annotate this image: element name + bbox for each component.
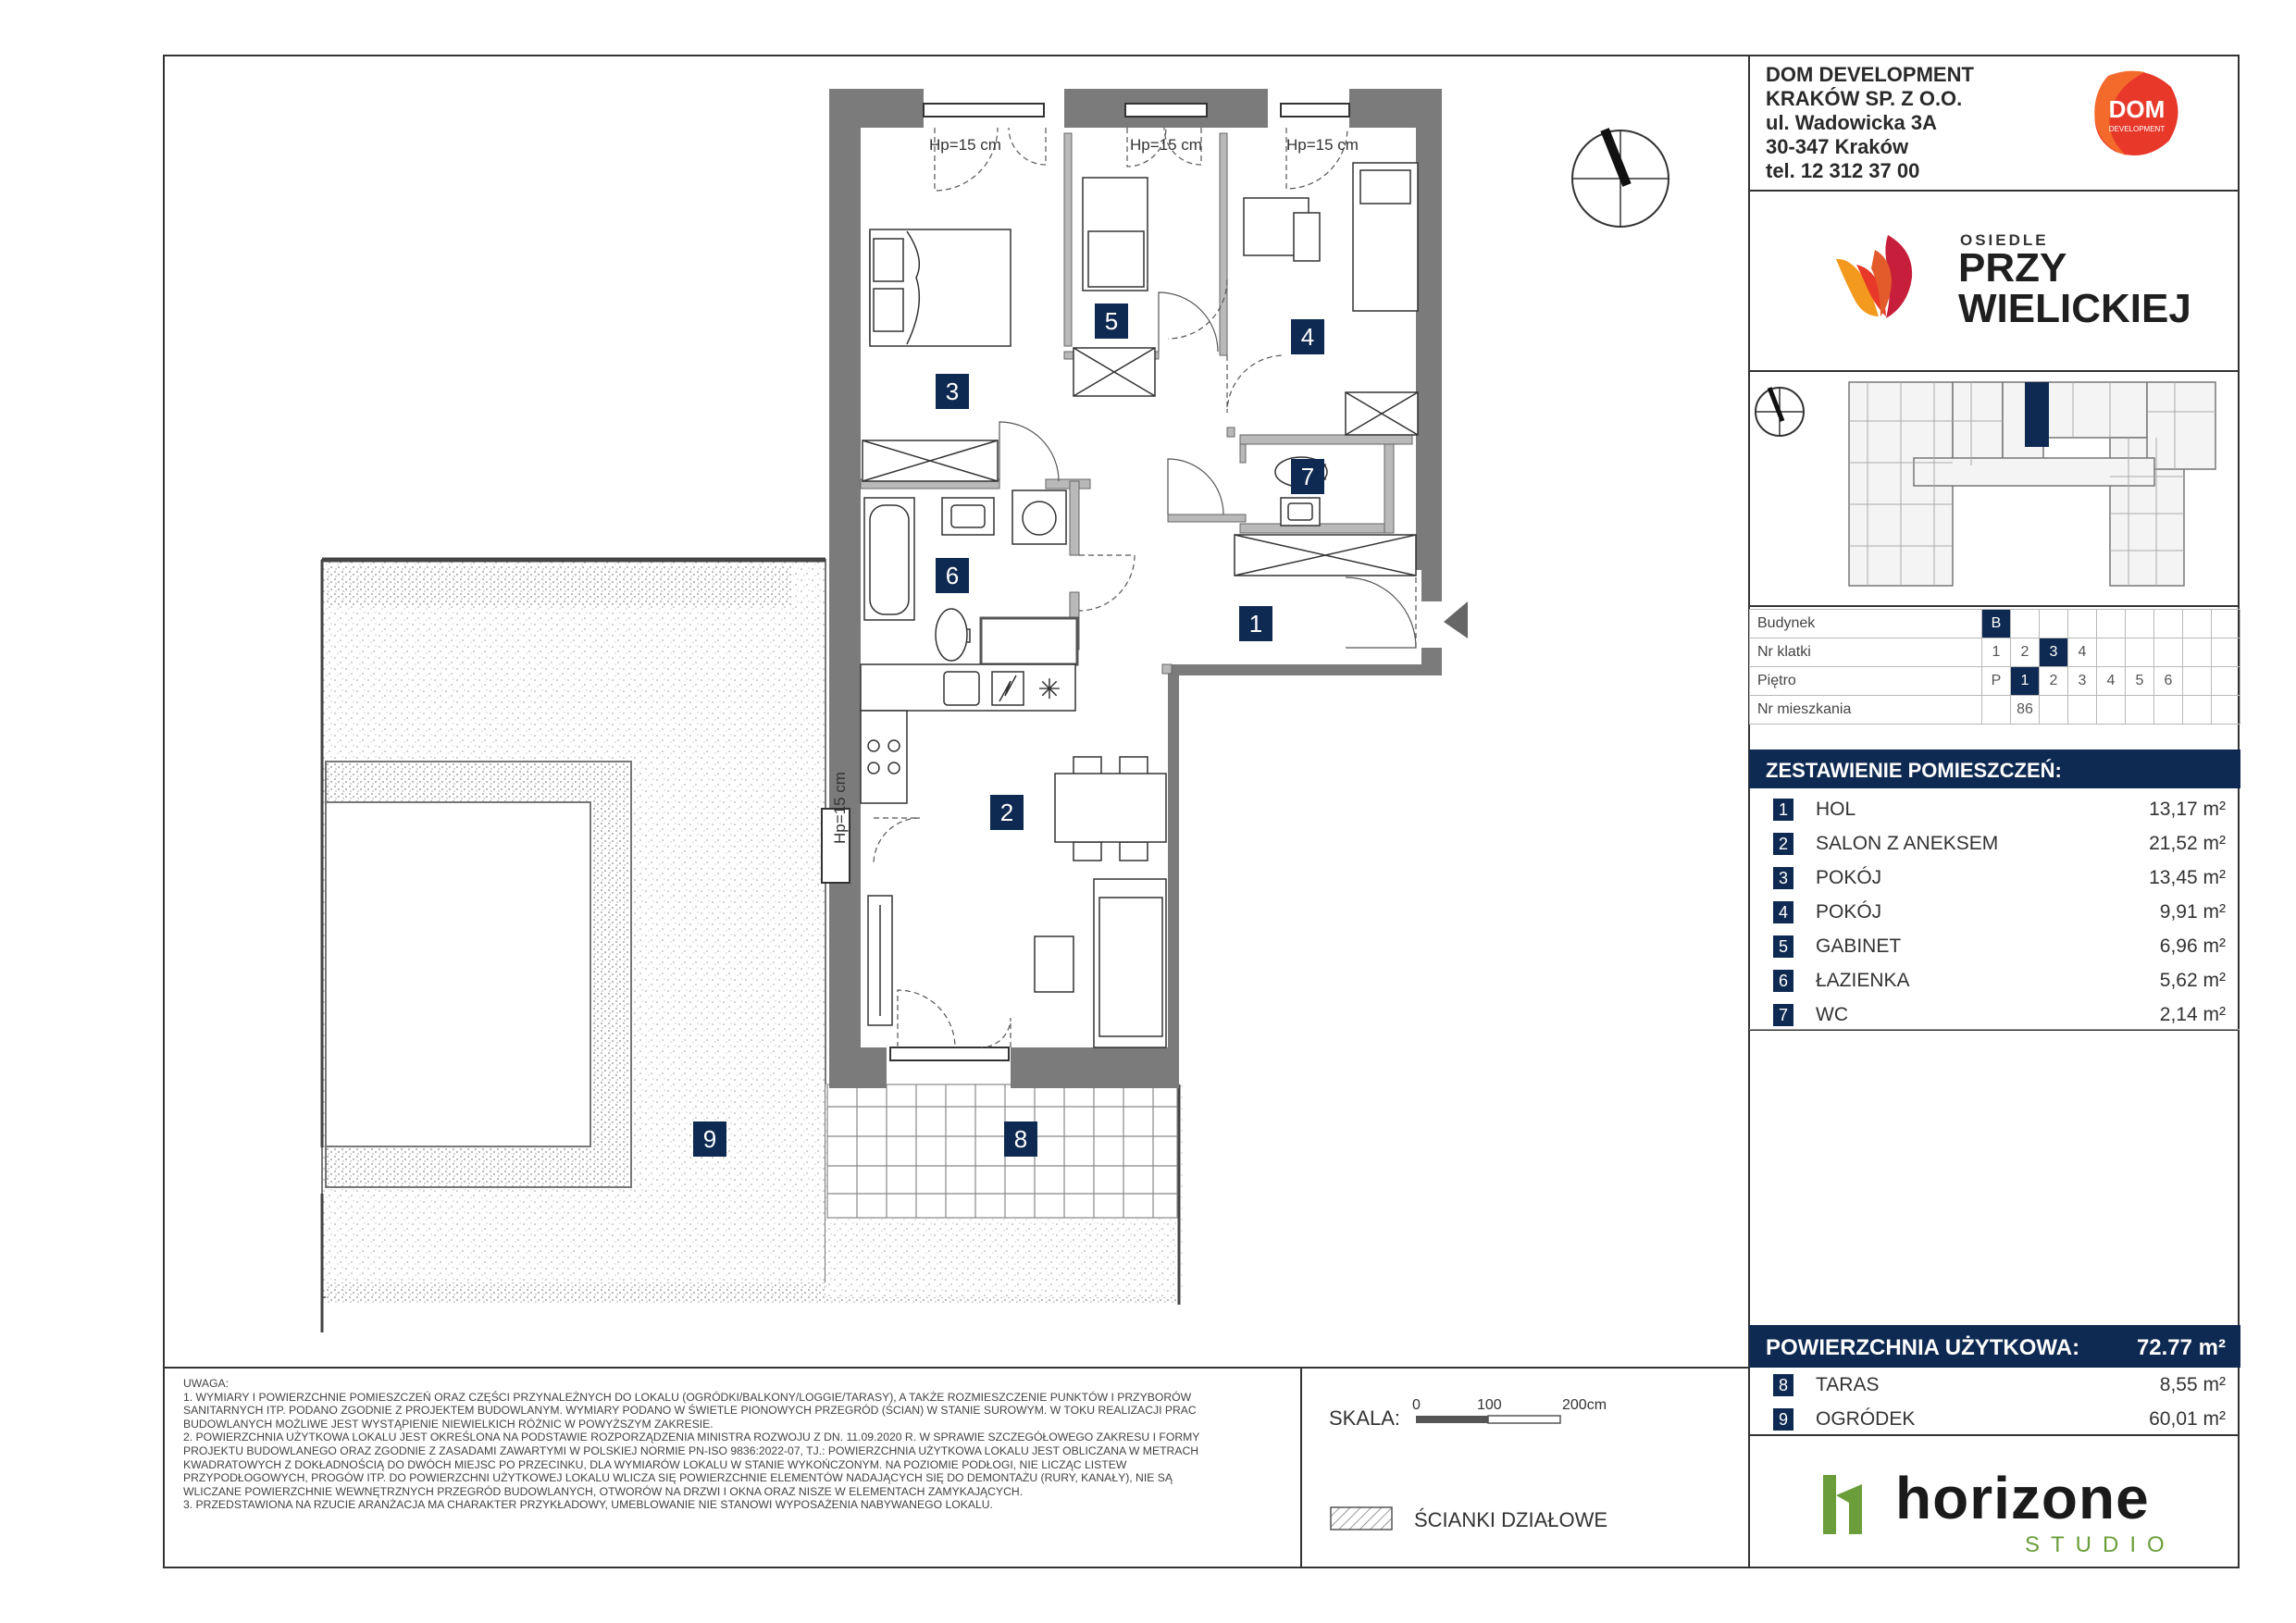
room-area: 21,52 m² — [2149, 833, 2226, 854]
company-address — [1766, 63, 1974, 183]
info-grid-cell: 4 — [2097, 667, 2126, 696]
room-name: SALON Z ANEKSEM — [1816, 833, 1999, 854]
scale-tick-100: 100 — [1477, 1397, 1502, 1413]
info-grid-cell — [2154, 610, 2183, 638]
info-grid-cell — [2212, 696, 2240, 725]
unit-info-grid — [1749, 609, 2240, 725]
info-grid-cell: 1 — [1982, 638, 2011, 667]
room-row — [1749, 929, 2240, 963]
note-line: 1. WYMIARY I POWIERZCHNIE POMIESZCZEŃ ORAZ CZĘŚCI PRZYNALEŻNYCH DO LOKALU (OGRÓDKI/BALKONY/LOGGIE/TARASY), A TAKŻE ROZMIESZCZENIE PUNKTÓW I PRZYBORÓW — [183, 1390, 1192, 1404]
room-label-2: 2 — [990, 795, 1024, 830]
studio-sub: STUDIO — [2025, 1532, 2176, 1557]
info-grid-row — [1750, 696, 2240, 725]
divider — [1300, 1367, 1302, 1568]
info-grid-cell — [1982, 696, 2011, 725]
summary-header: ZESTAWIENIE POMIESZCZEŃ: — [1749, 750, 2240, 788]
svg-text:✳: ✳ — [1037, 675, 1061, 705]
room-number: 9 — [1773, 1408, 1793, 1431]
info-grid-cell: 2 — [2040, 667, 2068, 696]
info-grid-label: Piętro — [1750, 667, 1982, 696]
room-number: 2 — [1773, 833, 1793, 855]
scale-tick-0: 0 — [1412, 1397, 1421, 1413]
svg-text:DEVELOPMENT: DEVELOPMENT — [2108, 125, 2166, 133]
usable-area-value: 72.77 m² — [2136, 1335, 2226, 1360]
room-name: HOL — [1816, 799, 1856, 820]
room-name: GABINET — [1816, 935, 1902, 957]
room-number: 6 — [1773, 970, 1793, 992]
note-line: WLICZANE POWIERZCHNIE WEWNĘTRZNYCH PRZEGRÓD BUDOWLANYCH, OTWORÓW NA DRZWI I OKNA ORAZ NISZE W ELEMENTACH ZAMYKAJĄCYCH. — [183, 1484, 1024, 1498]
info-grid-label: Budynek — [1750, 610, 1982, 638]
info-grid-row — [1750, 610, 2240, 638]
room-area: 2,14 m² — [2159, 1004, 2226, 1025]
info-grid-cell: 86 — [2011, 696, 2040, 725]
room-number: 1 — [1773, 799, 1793, 821]
info-grid-cell: P — [1982, 667, 2011, 696]
room-number: 8 — [1773, 1374, 1793, 1396]
studio-name: horizone — [1895, 1465, 2150, 1531]
room-name: TARAS — [1816, 1374, 1880, 1395]
info-grid-cell — [2040, 696, 2068, 725]
svg-text:DOM: DOM — [2108, 95, 2166, 123]
info-grid-cell: B — [1982, 610, 2011, 638]
note-line: BUDOWLANYCH MOŻLIWE JEST WYSTĄPIENIE NIEWIELKICH RÓŻNIC W POWYŻSZYM ZAKRESIE. — [183, 1417, 714, 1431]
room-row — [1749, 861, 2240, 895]
room-name: WC — [1816, 1004, 1848, 1025]
info-grid-cell — [2154, 696, 2183, 725]
info-grid-cell: 3 — [2068, 667, 2097, 696]
info-grid-cell — [2183, 696, 2212, 725]
room-area: 9,91 m² — [2159, 901, 2226, 923]
room-name: POKÓJ — [1816, 901, 1882, 923]
info-grid-cell — [2068, 610, 2097, 638]
room-number: 4 — [1773, 901, 1793, 923]
info-grid-row — [1750, 638, 2240, 667]
room-area: 60,01 m² — [2149, 1408, 2226, 1430]
room-row — [1749, 963, 2240, 997]
info-grid-cell — [2126, 638, 2154, 667]
room-label-5: 5 — [1095, 304, 1128, 339]
info-grid-cell: 3 — [2040, 638, 2068, 667]
room-area: 13,45 m² — [2149, 867, 2226, 888]
room-row — [1749, 826, 2240, 861]
room-name: POKÓJ — [1816, 867, 1882, 888]
company-name: DOM DEVELOPMENT — [1766, 63, 1974, 86]
floor-plan — [315, 83, 1481, 1342]
partition-swatch — [1330, 1506, 1393, 1530]
terrace-area — [827, 1084, 1177, 1218]
key-plan-compass — [1756, 388, 1804, 436]
room-area: 5,62 m² — [2159, 970, 2226, 991]
usable-area-band — [1749, 1325, 2240, 1368]
window-note: Hp=15 cm — [929, 136, 1001, 154]
extra-areas-list — [1749, 1368, 2240, 1436]
note-line: KWADRATOWYCH Z DOKŁADNOŚCIĄ DO DWÓCH MIEJSC PO PRZECINKU, DLA WYMIARÓW LOKALU W STANIE WYKOŃCZONYM. NA POZIOMIE PODŁOGI, NIE LICZĄC LISTEW — [183, 1457, 1127, 1471]
room-label-1: 1 — [1239, 606, 1272, 641]
room-label-4: 4 — [1291, 319, 1324, 354]
room-list — [1749, 792, 2240, 1032]
room-row — [1749, 1402, 2240, 1436]
room-label-3: 3 — [936, 374, 969, 409]
divider — [1748, 370, 2240, 372]
info-grid-cell — [2212, 610, 2240, 638]
scale-label: SKALA: — [1329, 1406, 1401, 1430]
room-name: OGRÓDEK — [1816, 1408, 1916, 1430]
info-grid-cell — [2068, 696, 2097, 725]
info-grid-label: Nr klatki — [1750, 638, 1982, 667]
divider — [1748, 605, 2240, 607]
dom-development-logo — [2090, 67, 2184, 161]
usable-area-label: POWIERZCHNIA UŻYTKOWA: — [1766, 1335, 2080, 1360]
note-line: 2. POWIERZCHNIA UŻYTKOWA LOKALU JEST OKREŚLONA NA PODSTAWIE ROZPORZĄDZENIA MINISTRA ROZWOJU Z DN. 11.09.2020 R. W SPRAWIE SZCZEGÓŁOWEGO ZAKRESU I FORMY — [183, 1431, 1200, 1444]
window-note: Hp=15 cm — [1286, 136, 1359, 154]
info-grid-cell — [2126, 696, 2154, 725]
room-name: ŁAZIENKA — [1816, 970, 1910, 991]
window-note: Hp=15 cm — [831, 772, 849, 844]
room-row — [1749, 1368, 2240, 1402]
room-area: 8,55 m² — [2159, 1374, 2226, 1395]
info-grid-cell — [2212, 667, 2240, 696]
note-line: PRZYPODŁOGOWYCH, PROGÓW ITP. DO POWIERZCHNI UŻYTKOWEJ LOKALU WLICZA SIĘ POWIERZCHNIE ELEMENTÓW NADAJĄCYCH SIĘ DO DEMONTAŻU (RURY, KANAŁY), NIE SĄ — [183, 1471, 1173, 1485]
company-name-2: KRAKÓW SP. Z O.O. — [1766, 87, 1963, 110]
company-street: ul. Wadowicka 3A — [1766, 111, 1938, 134]
estate-name-2: WIELICKIEJ — [1958, 286, 2191, 331]
info-grid-label: Nr mieszkania — [1750, 696, 1982, 725]
scale-tick-200: 200cm — [1562, 1397, 1607, 1413]
note-line: 3. PRZEDSTAWIONA NA RZUCIE ARANŻACJA MA CHARAKTER PRZYKŁADOWY, UMEBLOWANIE NIE STANOWI WYPOSAŻENIA NABYWANEGO LOKALU. — [183, 1498, 993, 1512]
room-number: 3 — [1773, 867, 1793, 889]
estate-prefix: OSIEDLE — [1960, 231, 2049, 249]
info-grid-row — [1750, 667, 2240, 696]
note-line: PROJEKTU BUDOWLANEGO ORAZ ZGODNIE Z ZASADAMI ZAWARTYMI W POLSKIEJ NORMIE PN-ISO 9836:2022-07, TJ.: POWIERZCHNIA UŻYTKOWA LOKALU JEST OBLICZANA W METRACH — [183, 1443, 1199, 1457]
entrance-arrow — [1444, 601, 1468, 638]
room-label-7: 7 — [1291, 459, 1324, 494]
room-row — [1749, 997, 2240, 1032]
info-grid-cell — [2183, 610, 2212, 638]
info-grid-cell — [2126, 610, 2154, 638]
room-row — [1749, 895, 2240, 929]
room-label-8: 8 — [1004, 1121, 1037, 1157]
info-grid-cell: 6 — [2154, 667, 2183, 696]
key-plan — [1749, 375, 2240, 601]
info-grid-cell — [2097, 696, 2126, 725]
note-line: SANITARNYCH ITP. PODANO ZGODNIE Z PROJEKTEM BUDOWLANYM. WYMIARY PODANO W ŚWIETLE PIONOWYCH PRZEGRÓD (ŚCIAN) W STANIE SUROWYM. W TOKU REALIZACJI PRAC — [183, 1404, 1197, 1418]
partition-legend-label: ŚCIANKI DZIAŁOWE — [1414, 1508, 1608, 1531]
info-grid-cell: 1 — [2011, 667, 2040, 696]
info-grid-cell — [2154, 638, 2183, 667]
estate-logo-mark — [1834, 231, 1927, 324]
estate-name-1: PRZY — [1958, 245, 2067, 291]
info-grid-cell — [2097, 638, 2126, 667]
info-grid-cell — [2183, 638, 2212, 667]
compass-icon — [1570, 128, 1671, 229]
info-grid-cell: 5 — [2126, 667, 2154, 696]
notes-heading: UWAGA: — [183, 1377, 229, 1390]
room-row — [1749, 792, 2240, 826]
info-grid-cell: 4 — [2068, 638, 2097, 667]
info-grid-cell: 2 — [2011, 638, 2040, 667]
room-label-9: 9 — [693, 1121, 726, 1157]
company-city: 30-347 Kraków — [1766, 135, 1909, 158]
info-grid-cell — [2183, 667, 2212, 696]
horizone-logo-mark — [1823, 1475, 1862, 1534]
room-area: 13,17 m² — [2149, 799, 2226, 820]
divider — [163, 1367, 1748, 1369]
info-grid-cell — [2011, 610, 2040, 638]
divider — [1748, 190, 2240, 192]
room-number: 7 — [1773, 1004, 1793, 1026]
window-note: Hp=15 cm — [1130, 136, 1202, 154]
room-label-6: 6 — [936, 558, 969, 593]
info-grid-cell — [2097, 610, 2126, 638]
notes — [183, 1377, 1285, 1512]
info-grid-cell — [2212, 638, 2240, 667]
room-number: 5 — [1773, 935, 1793, 958]
info-grid-cell — [2040, 610, 2068, 638]
room-area: 6,96 m² — [2159, 935, 2226, 957]
company-phone: tel. 12 312 37 00 — [1766, 159, 1920, 182]
key-plan-unit-highlight — [2025, 382, 2049, 447]
